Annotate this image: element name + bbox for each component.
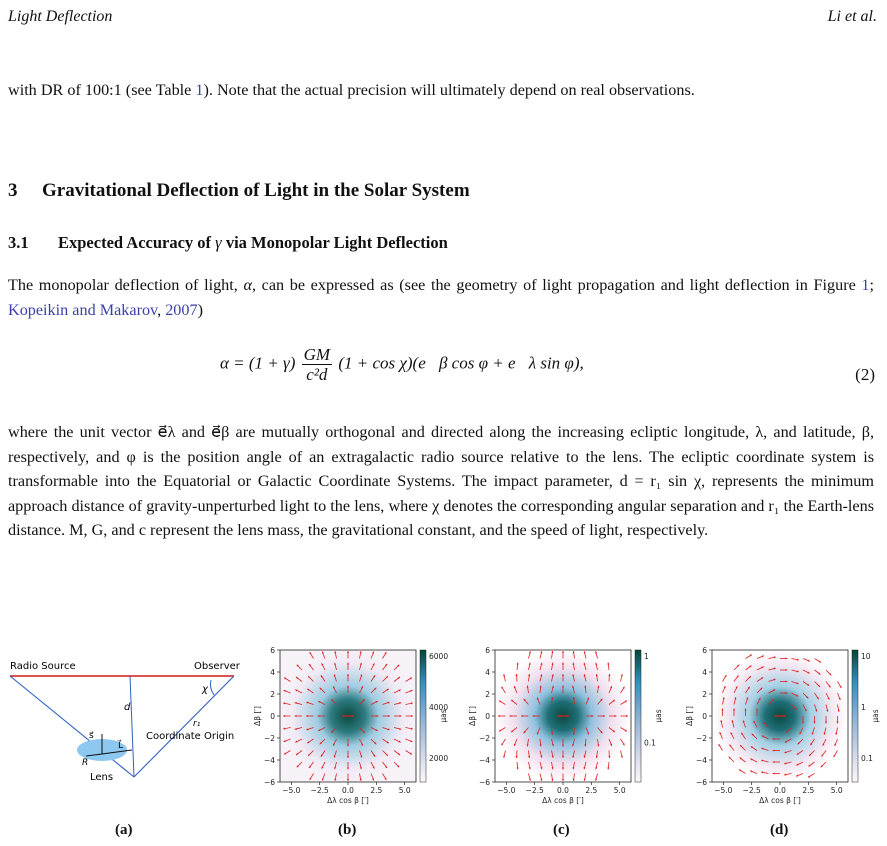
- colorbar: [420, 650, 426, 782]
- x-tick-label: 2.5: [585, 786, 598, 795]
- x-tick-label: 5.0: [613, 786, 626, 795]
- intro-text-b: ). Note that the actual precision will ultimately depend on real observations.: [203, 81, 695, 99]
- x-tick-label: −2.5: [742, 786, 761, 795]
- label-lens: Lens: [90, 772, 114, 783]
- caption-a: (a): [115, 822, 133, 838]
- impact-parameter-line: [130, 676, 134, 777]
- blue-path-right: [134, 676, 234, 777]
- y-tick-label: 2: [702, 690, 707, 699]
- x-tick-label: −2.5: [525, 786, 544, 795]
- label-chi: χ: [202, 684, 208, 695]
- x-axis-label: Δλ cos β [′]: [759, 796, 801, 805]
- colorbar-unit: μas: [871, 709, 880, 723]
- x-tick-label: −5.0: [282, 786, 301, 795]
- paragraph-1: [8, 273, 874, 322]
- eq-numerator: GM: [303, 345, 331, 364]
- y-tick-label: 6: [485, 646, 490, 655]
- equation-2: [0, 345, 887, 405]
- y-axis-label: Δβ [′]: [468, 706, 477, 726]
- vector-field-panels: [240, 640, 887, 810]
- paragraph-2: where the unit vector e⃗λ and e⃗β are mutually orthogonal and directed along the increasing ecliptic longitude, λ, and latitude, β, respectively, and φ is the position angle of an extragalactic radio source relative to the lens. The ecliptic coordinate system is transformable into the Equatorial or Galactic Coordinate Systems. The impact parameter, d = r₁ sin χ, represents the minimum approach distance of gravity-unperturbed light to the lens, where χ denotes the corresponding angular separation and r₁ the Earth-lens distance. M, G, and c represent the lens mass, the gravitational constant, and the speed of light, respectively.: [8, 423, 874, 539]
- y-tick-label: 6: [702, 646, 707, 655]
- equation-number: (2): [855, 365, 875, 384]
- x-tick-label: −2.5: [310, 786, 329, 795]
- subsection-heading: [8, 233, 448, 253]
- colorbar-tick-label: 2000: [429, 754, 449, 763]
- colorbar-unit: μas: [439, 709, 448, 723]
- section-title: Gravitational Deflection of Light in the Solar System: [42, 180, 470, 201]
- label-s: s⃗: [89, 731, 94, 741]
- caption-b: (b): [338, 822, 357, 838]
- y-tick-label: −6: [695, 778, 707, 787]
- y-tick-label: −6: [263, 778, 275, 787]
- y-tick-label: −4: [478, 756, 490, 765]
- label-r1: r₁: [193, 719, 201, 729]
- figure-ref-link[interactable]: 1: [861, 276, 870, 294]
- colorbar-tick-label: 1: [644, 652, 649, 661]
- colorbar-tick-label: 0.1: [861, 754, 873, 763]
- label-R: R: [82, 758, 89, 768]
- panel-a-diagram: [6, 640, 244, 810]
- intro-text-a: with DR of 100:1 (see Table: [8, 81, 196, 99]
- eq-denominator: c²d: [306, 365, 328, 384]
- x-tick-label: 0.0: [557, 786, 569, 795]
- citation-link[interactable]: Kopeikin and Makarov: [8, 300, 158, 319]
- blue-path-left: [10, 676, 134, 777]
- x-tick-label: 0.0: [342, 786, 354, 795]
- colorbar-tick-label: 10: [861, 652, 871, 661]
- y-tick-label: 4: [270, 668, 275, 677]
- chi-angle-arc: [210, 680, 214, 695]
- y-axis-label: Δβ [′]: [253, 706, 262, 726]
- p1-text-d: ): [197, 300, 203, 319]
- subsection-gamma: γ: [215, 233, 222, 252]
- x-tick-label: −5.0: [714, 786, 733, 795]
- colorbar-tick-label: 4000: [429, 703, 449, 712]
- y-tick-label: −2: [695, 734, 707, 743]
- subsection-title-a: Expected Accuracy of: [58, 233, 216, 252]
- running-header-title: Light Deflection: [8, 8, 113, 25]
- caption-d: (d): [770, 822, 789, 838]
- x-tick-label: 0.0: [774, 786, 786, 795]
- y-axis-label: Δβ [′]: [685, 706, 694, 726]
- y-tick-label: 0: [485, 712, 490, 721]
- label-origin: Coordinate Origin: [146, 731, 235, 742]
- p1-cite-sep: ,: [157, 300, 166, 319]
- x-tick-label: −5.0: [497, 786, 516, 795]
- p1-text-c: ;: [869, 276, 875, 294]
- colorbar-tick-label: 0.1: [644, 738, 656, 748]
- eq-fraction: [302, 345, 332, 384]
- y-tick-label: −4: [695, 756, 707, 765]
- subsection-number: 3.1: [8, 233, 29, 252]
- x-tick-label: 5.0: [398, 786, 411, 795]
- eq-rhs: (1 + cos χ)(e⃗β cos φ + e⃗λ sin φ),: [338, 353, 584, 373]
- running-header-authors: Li et al.: [827, 8, 877, 25]
- y-tick-label: −2: [263, 734, 275, 743]
- colorbar-tick-label: 1: [861, 703, 866, 712]
- y-tick-label: 0: [702, 712, 707, 721]
- section-heading: [8, 180, 470, 202]
- x-tick-label: 2.5: [370, 786, 383, 795]
- intro-paragraph: [8, 78, 874, 103]
- label-d: d: [124, 702, 131, 713]
- caption-c: (c): [553, 822, 570, 838]
- label-observer: Observer: [194, 661, 240, 672]
- x-axis-label: Δλ cos β [′]: [542, 796, 584, 805]
- label-radio-source: Radio Source: [10, 661, 76, 672]
- x-tick-label: 2.5: [802, 786, 815, 795]
- y-tick-label: 6: [270, 646, 275, 655]
- p1-text-b: , can be expressed as (see the geometry of light propagation and light deflection in Figure: [251, 276, 862, 294]
- y-tick-label: 0: [270, 712, 275, 721]
- y-tick-label: 2: [270, 690, 275, 699]
- y-tick-label: −2: [478, 734, 490, 743]
- y-tick-label: −4: [263, 756, 275, 765]
- y-tick-label: 4: [485, 668, 490, 677]
- y-tick-label: 2: [485, 690, 490, 699]
- panels-group: [253, 646, 880, 805]
- y-tick-label: 4: [702, 668, 707, 677]
- x-axis-label: Δλ cos β [′]: [327, 796, 369, 805]
- section-number: 3: [8, 180, 18, 201]
- subsection-title-b: via Monopolar Light Deflection: [221, 233, 448, 252]
- citation-year-link[interactable]: 2007: [165, 300, 198, 319]
- p1-alpha: α: [243, 276, 252, 294]
- equation-body: [220, 345, 584, 384]
- label-L: L⃗: [118, 741, 124, 751]
- colorbar: [852, 650, 858, 782]
- colorbar-unit: μas: [654, 709, 663, 723]
- x-tick-label: 5.0: [830, 786, 843, 795]
- colorbar-tick-label: 6000: [429, 652, 449, 661]
- table-ref-link[interactable]: 1: [195, 81, 204, 99]
- colorbar: [635, 650, 641, 782]
- p1-text-a: The monopolar deflection of light,: [8, 276, 244, 294]
- eq-lhs: α = (1 + γ): [220, 353, 296, 373]
- y-tick-label: −6: [478, 778, 490, 787]
